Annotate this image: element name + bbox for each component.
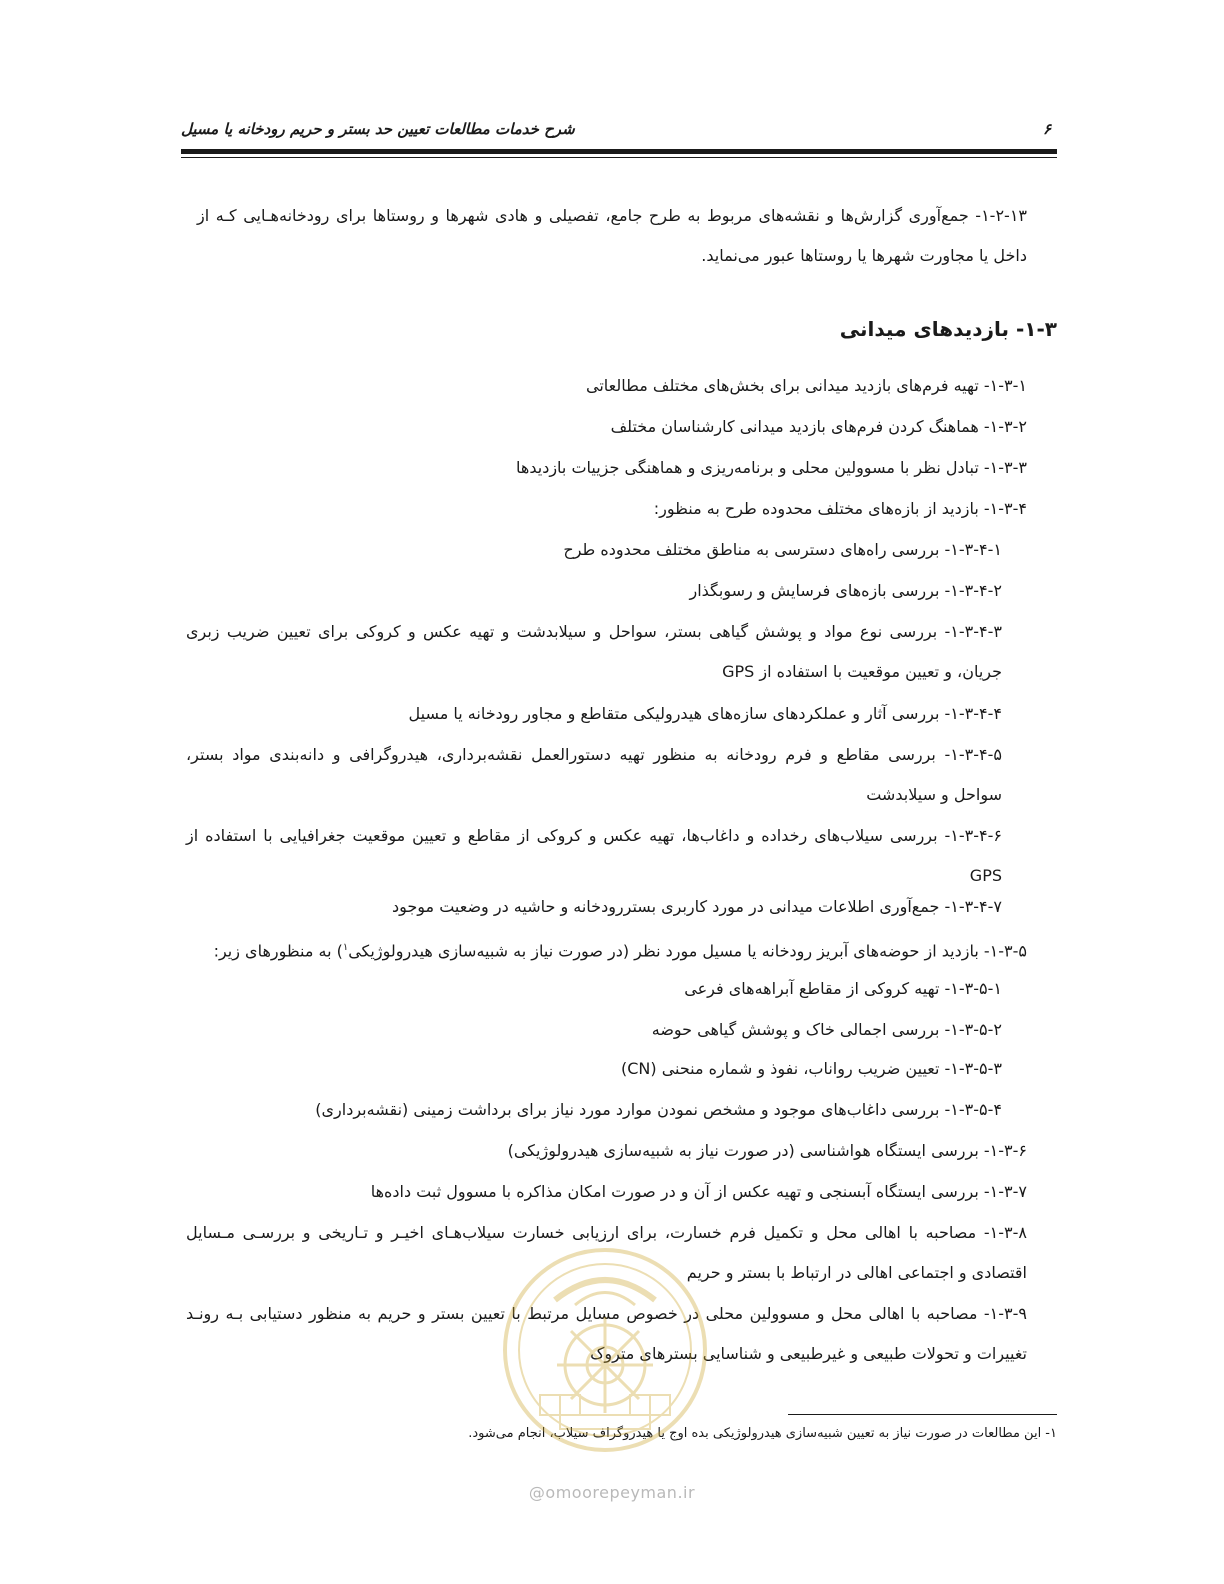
footnote-rule: [788, 1414, 1057, 1415]
item-1-3-4-1: ۱-۳-۴-۱- بررسی راه‌های دسترسی به مناطق مختلف محدوده طرح: [563, 540, 1002, 559]
running-title: شرح خدمات مطالعات تعیین حد بستر و حریم رودخانه یا مسیل: [181, 120, 575, 138]
watermark-url-text: omoorepeyman.ir: [545, 1483, 696, 1502]
item-1-3-9-line2: تغییرات و تحولات طبیعی و غیرطبیعی و شناسایی بسترهای متروک: [590, 1344, 1027, 1363]
intro-line-2: داخل یا مجاورت شهرها یا روستاها عبور می‌نماید.: [701, 246, 1027, 265]
section-heading: ۱-۳- بازدیدهای میدانی: [839, 317, 1057, 341]
item-1-3-9-line1: ۱-۳-۹- مصاحبه با اهالی محل و مسوولین محلی در خصوص مسایل مرتبط با تعیین بستر و حریم به منظور دستیابی بـه رونـد: [186, 1304, 1027, 1323]
item-1-3-5: [214, 934, 1027, 965]
item-1-3-4: ۱-۳-۴- بازدید از بازه‌های مختلف محدوده طرح به منظور:: [653, 499, 1027, 518]
watermark-url: [0, 1483, 1224, 1502]
item-1-3-3: ۱-۳-۳- تبادل نظر با مسوولین محلی و برنامه‌ریزی و هماهنگی جزییات بازدیدها: [516, 458, 1027, 477]
item-1-3-8-line2: اقتصادی و اجتماعی اهالی در ارتباط با بستر و حریم: [686, 1263, 1027, 1282]
page-header: [181, 118, 1057, 142]
footnote: ۱- این مطالعات در صورت نیاز به تعیین شبیه‌سازی هیدرولوژیکی بده اوج یا هیدروگراف سیلاب، انجام می‌شود.: [468, 1426, 1057, 1441]
item-1-3-5-text: ۱-۳-۵- بازدید از حوضه‌های آبریز رودخانه یا مسیل مورد نظر (در صورت نیاز به شبیه‌سازی هیدرولوژیکی: [348, 941, 1027, 961]
item-1-3-5-2: ۱-۳-۵-۲- بررسی اجمالی خاک و پوشش گیاهی حوضه: [651, 1020, 1002, 1039]
item-1-3-4-5-line1: ۱-۳-۴-۵- بررسی مقاطع و فرم رودخانه به منظور تهیه دستورالعمل نقشه‌برداری، هیدروگرافی و دانه‌بندی مواد بستر،: [186, 745, 1002, 764]
page-number: ۶: [1042, 120, 1051, 138]
header-rule-thick: [181, 149, 1057, 154]
item-1-3-4-7: ۱-۳-۴-۷- جمع‌آوری اطلاعات میدانی در مورد کاربری بستررودخانه و حاشیه در وضعیت موجود: [392, 897, 1002, 916]
item-1-3-5-text-after: ) به منظورهای زیر:: [213, 941, 343, 961]
item-1-3-4-6-line2: GPS: [969, 866, 1002, 885]
item-1-3-4-6-line1: ۱-۳-۴-۶- بررسی سیلاب‌های رخداده و داغاب‌ها، تهیه عکس و کروکی از مقاطع و تعیین موقعیت جغرافیایی با استفاده از: [186, 826, 1002, 845]
item-1-3-5-3: ۱-۳-۵-۳- تعیین ضریب رواناب، نفوذ و شماره منحنی (CN): [620, 1059, 1002, 1078]
item-1-3-4-3-line2: جریان، و تعیین موقعیت با استفاده از GPS: [722, 662, 1002, 681]
footnote-marker: ۱: [342, 942, 349, 953]
header-rule-thin: [181, 157, 1057, 158]
at-icon: @: [528, 1483, 546, 1502]
item-1-3-8-line1: ۱-۳-۸- مصاحبه با اهالی محل و تکمیل فرم خسارت، برای ارزیابی خسارت سیلاب‌هـای اخیـر و تـاریخی و بررسـی مـسایل: [186, 1223, 1027, 1242]
item-1-3-4-2: ۱-۳-۴-۲- بررسی بازه‌های فرسایش و رسوبگذار: [689, 581, 1002, 600]
intro-line-1: ۱-۲-۱۳- جمع‌آوری گزارش‌ها و نقشه‌های مربوط به طرح جامع، تفصیلی و هادی شهرها و روستاها برای رودخانه‌هـایی کـه از: [197, 206, 1027, 225]
item-1-3-6: ۱-۳-۶- بررسی ایستگاه هواشناسی (در صورت نیاز به شبیه‌سازی هیدرولوژیکی): [507, 1141, 1027, 1160]
item-1-3-2: ۱-۳-۲- هماهنگ کردن فرم‌های بازدید میدانی کارشناسان مختلف: [610, 417, 1027, 436]
item-1-3-4-3-line1: ۱-۳-۴-۳- بررسی نوع مواد و پوشش گیاهی بستر، سواحل و سیلابدشت و تهیه عکس و کروکی برای تعیین ضریب زبری: [186, 622, 1002, 641]
item-1-3-5-1: ۱-۳-۵-۱- تهیه کروکی از مقاطع آبراهه‌های فرعی: [684, 979, 1002, 998]
item-1-3-1: ۱-۳-۱- تهیه فرم‌های بازدید میدانی برای بخش‌های مختلف مطالعاتی: [586, 376, 1027, 395]
item-1-3-4-5-line2: سواحل و سیلابدشت: [866, 785, 1002, 804]
item-1-3-5-4: ۱-۳-۵-۴- بررسی داغاب‌های موجود و مشخص نمودن موارد مورد نیاز برای برداشت زمینی (نقشه‌برداری): [315, 1100, 1002, 1119]
item-1-3-4-4: ۱-۳-۴-۴- بررسی آثار و عملکردهای سازه‌های هیدرولیکی متقاطع و مجاور رودخانه یا مسیل: [408, 704, 1002, 723]
item-1-3-7: ۱-۳-۷- بررسی ایستگاه آبسنجی و تهیه عکس از آن و در صورت امکان مذاکره با مسوول ثبت داده‌ها: [370, 1182, 1027, 1201]
